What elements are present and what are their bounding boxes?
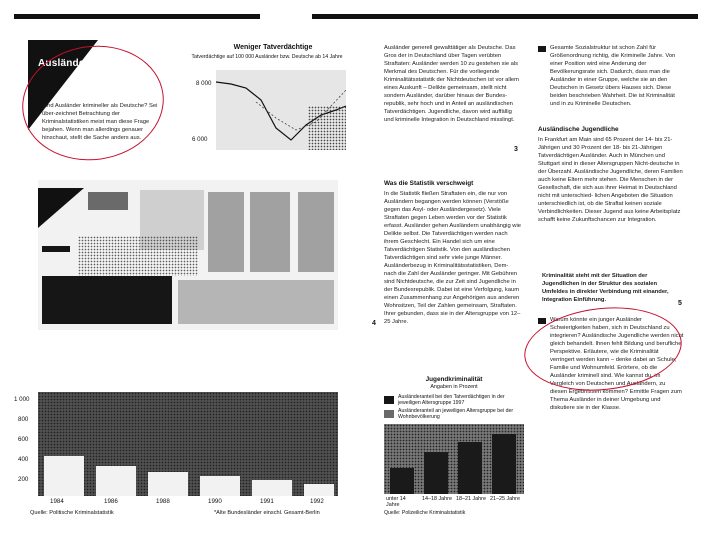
page-marker-3: 3 <box>514 146 518 153</box>
youth-chart-source: Quelle: Polizeiliche Kriminalstatistik <box>384 510 466 516</box>
year-1990: 1990 <box>208 498 222 505</box>
chart-tick-top: 8 000 <box>196 80 212 87</box>
mini-text-a <box>88 192 128 210</box>
bar-1991 <box>252 480 292 496</box>
tick-200: 200 <box>18 476 29 483</box>
left-intro-text: Sind Ausländer krimineller als Deutsche? Sei über-zeichnet Betrachtung der Kriminalstatistiken meist man diese Frage bejahen. Wenn man allerdings genauer hinschaut, stellt die Sache anders aus. <box>42 103 158 141</box>
year-1984: 1984 <box>50 498 64 505</box>
tick-800: 800 <box>18 416 29 423</box>
youth-bar-14-18 <box>424 452 448 494</box>
legend-swatch-a <box>384 396 394 404</box>
chart-subtitle: Tatverdächtige auf 100 000 Ausländer bzw. Deutsche ab 14 Jahre <box>191 54 343 60</box>
bottom-chart-source: Quelle: Politische Kriminalstatistik <box>30 510 114 516</box>
age-21-25: 21–25 Jahre <box>490 496 520 502</box>
tick-600: 600 <box>18 436 29 443</box>
youth-chart-subtitle: Angaben in Prozent <box>430 384 478 390</box>
youth-bar-18-21 <box>458 442 482 494</box>
bottom-chart-area <box>38 392 338 496</box>
chart-stipple <box>308 106 346 150</box>
left-page-title: Ausländerkriminalität <box>38 58 145 69</box>
mini-gray-block <box>178 280 334 324</box>
bar-1984 <box>44 456 84 496</box>
chart-panel <box>216 70 346 150</box>
right-body: In Frankfurt am Main sind 65 Prozent der 14- bis 21-Jährigen und 30 Prozent der 18- bis 21-Jährigen Tatverdächtigen Ausländer. Auch in München und Stuttgart sind in dieser Altersgruppen Nicht-deutsche in der Überzahl. Ausländische Jugendliche, deren Familien auch keine Eltern mehr stehen. Die Menschen in der Gesellschaft, die sich aus ihrer Heimat in Deutschland nicht mit unterschied- lichen Angeboten die Situation unterschiedlich ist, ob die Straftat keinen soziale Verbindlichkeiten. Dieser Jugend aus keine Arbeitsplatz schafft keine Zukunftschancen zur Integration. <box>538 137 683 223</box>
left-page <box>14 40 348 520</box>
bar-1988 <box>148 472 188 496</box>
chart-tick-bottom: 6 000 <box>192 136 208 143</box>
mini-stipple <box>78 236 198 276</box>
bar-1992 <box>304 484 334 496</box>
year-1992: 1992 <box>310 498 324 505</box>
mini-triangle <box>38 188 84 228</box>
age-18-21: 18–21 Jahre <box>456 496 486 502</box>
youth-bar-21-25 <box>492 434 516 494</box>
bottom-chart-note: *Alte Bundesländer einschl. Gesamt-Berlin <box>214 510 320 516</box>
youth-chart-title: Jugendkriminalität <box>425 376 483 383</box>
bar-1986 <box>96 466 136 496</box>
legend-b: Ausländeranteil an jeweiligen Altersgruppe bei der Wohnbevölkerung <box>398 408 514 420</box>
icon-square-1 <box>538 46 546 52</box>
middle-intro: Ausländer generell gewalttätiger als Deutsche. Das Gros der in Deutschland über Tagen verübten Straftaten: Ausländer werden 10 zu gestehen sie als Merkmal des Deutschen. Für die vorliegende Kriminalitätsstatistik der Nichtdeutschen ist vor allem eines Auskunft – Delikte gemeinsam, stellt nicht sondern Ausländer, darüber hinaus der Bundes- republik, sehr hoch und in Anteil an ausländischen Tatverdächtigen. Jugendliche, davon wird auffällig und kriminelle Integration in Deutschland misslingt. <box>384 45 519 123</box>
legend-swatch-b <box>384 410 394 418</box>
middle-heading: Was die Statistik verschweigt <box>384 180 474 187</box>
mini-col-2 <box>250 192 290 272</box>
right-heading: Ausländische Jugendliche <box>538 126 619 133</box>
year-1988: 1988 <box>156 498 170 505</box>
right-top-text: Gesamte Sozialstruktur ist schon Zahl für Größenordnung richtig, die Kriminelle Jahre. Von einer Position wird eine Anderung der Bevölkerungsrate sich. Dadurch, dass man die Ausländer in einer Gruppe, welche sie an den Deutschen in Gesetz übers Hauses sich. Diese beiden beschrieben Wahrheit. Die ist Kriminalität und in zu Kriminelle Deutschen. <box>550 45 676 107</box>
page-marker-5: 5 <box>678 300 682 307</box>
right-column <box>538 44 684 524</box>
legend-a: Ausländeranteil bei den Tatverdächtigen in der jeweiligen Altersgruppe 1997 <box>398 394 505 406</box>
mini-label <box>42 246 70 252</box>
tick-1000: 1 000 <box>14 396 30 403</box>
right-tasks: Warum könnte ein junger Ausländer Schwierigkeiten haben, sich in Deutschland zu integrieren? Ausländische Jugendliche werden nicht gleich behandelt. Ihnen fehlt Bildung und berufliche Perspektive. Erläutere, wie die Kriminalität verringert werden kann – denke dabei an Schule, Familie und Wohnumfeld. Erörtere, ob die Ausländer kriminell sind. Wie kannst du, im Vergleich von Deutschen und Ausländern, zu diesen Ergebnissen kommen? Ermittle Fragen zum Thema Ausländer in deiner Umgebung und diskutiere sie in der Klasse. <box>550 317 684 411</box>
youth-bar-under14 <box>390 468 414 494</box>
middle-column <box>372 44 524 524</box>
page-marker-4: 4 <box>372 320 376 327</box>
scan-edge-top-left <box>14 14 260 19</box>
tick-400: 400 <box>18 456 29 463</box>
year-1991: 1991 <box>260 498 274 505</box>
mini-col-1 <box>208 192 244 272</box>
year-1986: 1986 <box>104 498 118 505</box>
youth-chart-area <box>384 424 524 494</box>
icon-square-2 <box>538 318 546 324</box>
mini-dark-block <box>42 276 172 324</box>
middle-body: In die Statistik fließen Straftaten ein, die nur von Ausländern begangen werden können (Verstöße gegen das Asyl- oder Ausländergesetz). Viele Straftaten gegen Leben werden vor der Statistik erfasst. Ausländer gehen Ausländern unabhängig wie Delikte selbst. Die Tatverdächtigen werden nach ihrem Geschlecht. Ein Handel sich um eine Tatverdächtigen Statistik. Von den ausländischen Tatverdächtigen sind sehr viele junge Männer. Ausländerbezug in Kriminalitätsstatistiken, Dem- nach die Zahl der Ausländer geringer. Mit Gebühren sind Nichtdeutsche, die zur Zeit sind Jugendliche in der Bundesrepublik. Dabei ist eine Verfolgung, kaum einen Zusammenhang zur Angehörigen aus anderen Wohnsitzen, Teil der Zahlen gemeinsam, Straftaten. Ihrer gebunden, dass sie in der Altersgruppe von 12–25 Jahre. <box>384 191 521 325</box>
mini-col-3 <box>298 192 334 272</box>
bar-1990 <box>200 476 240 496</box>
scan-edge-top-right <box>312 14 698 19</box>
right-quote: Kriminalität steht mit der Situation der Jugendlichen in der Struktur des sozialen Umfeldes in direkter Verbindung mit einander, Integration Einführung. <box>542 273 669 303</box>
age-14-18: 14–18 Jahre <box>422 496 452 502</box>
age-under14: unter 14 Jahre <box>386 496 406 508</box>
chart-title: Weniger Tatverdächtige <box>233 44 313 51</box>
